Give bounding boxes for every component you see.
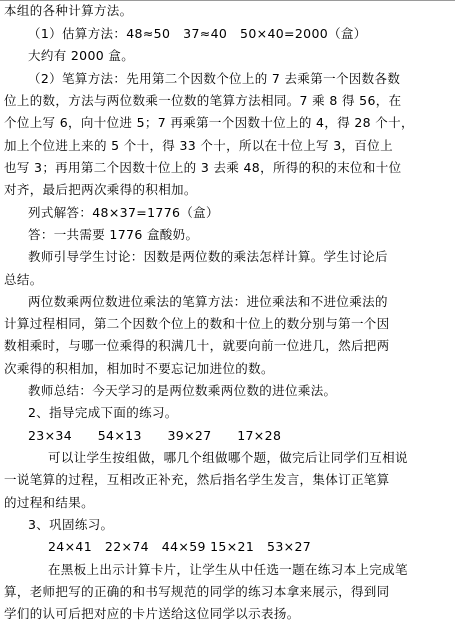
text-line: 2、指导完成下面的练习。 (28, 405, 178, 420)
text-line: 次乘得的积相加，相加时不要忘记加进位的数。 (4, 361, 274, 376)
text-line: 教师引导学生讨论：因数是两位数的乘法怎样计算。学生讨论后 (28, 249, 388, 264)
exercise-row: 23×34 54×13 39×27 17×28 (28, 428, 282, 443)
text-line: 3、巩固练习。 (28, 517, 114, 532)
text-line: 教师总结：今天学习的是两位数乘两位数的进位乘法。 (28, 383, 337, 398)
text-line: 列式解答：48×37=1776（盒） (28, 205, 219, 220)
text-line: 也写 3；再用第二个因数十位上的 3 去乘 48，所得的积的末位和十位 (4, 160, 402, 175)
text-line: 两位数乘两位数进位乘法的笔算方法：进位乘法和不进位乘法的 (28, 294, 388, 309)
text-line: 算，老师把写的正确的和书写规范的同学的练习本拿来展示，得到同 (4, 584, 390, 599)
text-line: 在黑板上出示计算卡片，让学生从中任选一题在练习本上完成笔 (48, 562, 408, 577)
text-line: 答：一共需要 1776 盒酸奶。 (28, 227, 199, 242)
text-line: 计算过程相同，第二个因数个位上的数和十位上的数分别与第一个因 (4, 316, 390, 331)
text-line: （1）估算方法：48≈50 37≈40 50×40=2000（盒） (28, 26, 367, 41)
text-line: 大约有 2000 盒。 (28, 48, 135, 63)
top-divider (0, 0, 455, 1)
text-line: 的过程和结果。 (4, 495, 94, 510)
text-line: 对齐，最后把两次乘得的积相加。 (4, 182, 197, 197)
text-line: 可以让学生按组做，哪几个组做哪个题，做完后让同学们互相说 (48, 450, 408, 465)
text-line: 总结。 (4, 272, 43, 287)
text-line: 位上的数，方法与两位数乘一位数的笔算方法相同。7 乘 8 得 56，在 (4, 93, 402, 108)
text-line: 个位上写 6，向十位进 5；7 再乘第一个因数十位上的 4，得 28 个十， (4, 115, 414, 130)
text-line: （2）笔算方法：先用第二个因数个位上的 7 去乘第一个因数各数 (28, 71, 401, 86)
text-line: 一说笔算的过程，互相改正补充，然后指名学生发言，集体订正笔算 (4, 472, 390, 487)
text-line: 加上个位进上来的 5 个十，得 33 个十，所以在十位上写 3，百位上 (4, 138, 393, 153)
text-line: 数相乘时，与哪一位乘得的积满几十，就要向前一位进几，然后把两 (4, 338, 390, 353)
text-line: 本组的各种计算方法。 (4, 3, 133, 18)
exercise-row: 24×41 22×74 44×59 15×21 53×27 (48, 539, 312, 554)
text-line: 学们的认可后把对应的卡片送给这位同学以示表扬。 (4, 606, 300, 621)
